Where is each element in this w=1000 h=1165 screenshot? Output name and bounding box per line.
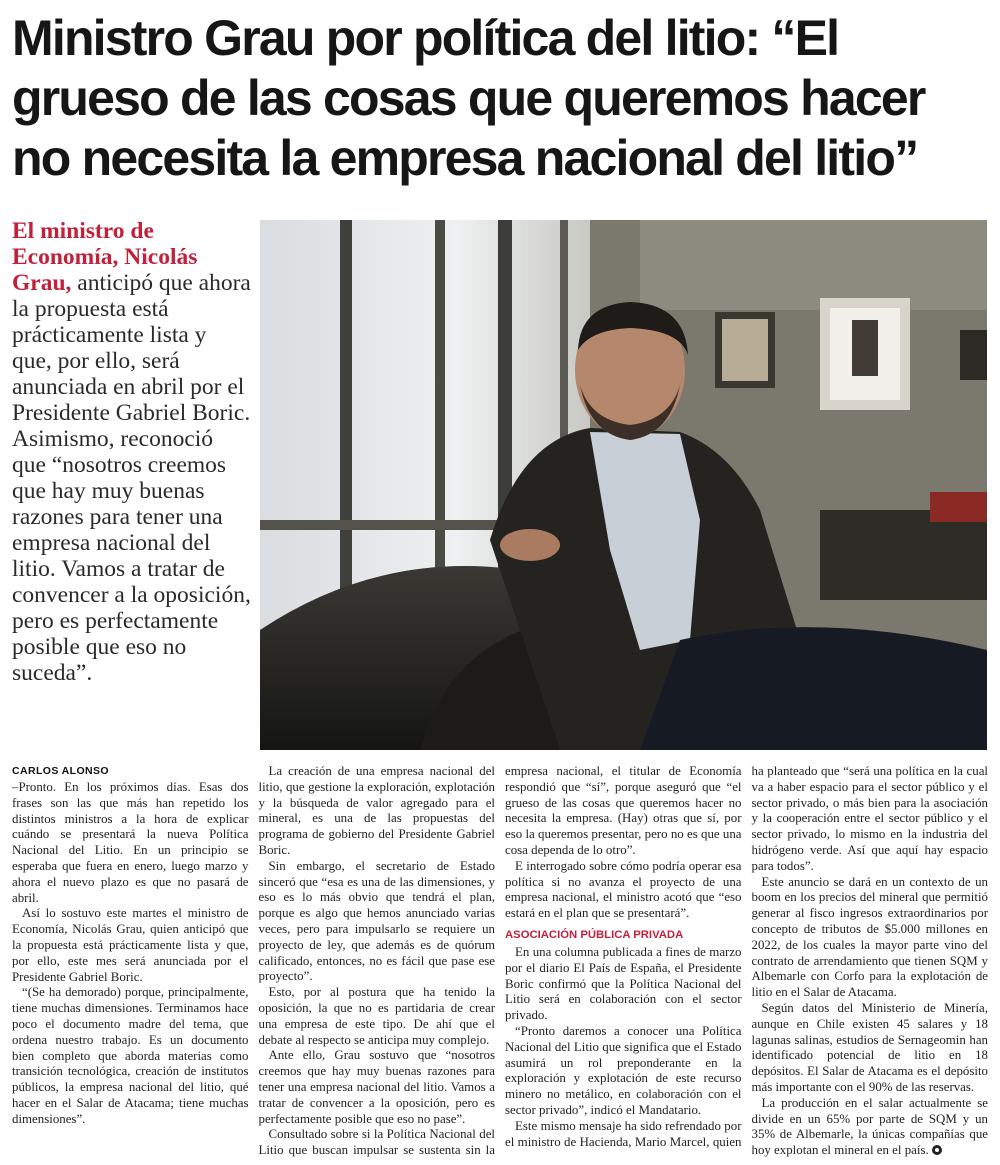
final-paragraph-text: La producción en el salar actualmente se divide en un 65% por parte de SQM y un 35% de Albemarle, la únicas compañías que hoy explotan el mineral en el país.: [751, 1095, 988, 1158]
lead-highlight: El ministro de Economía, Nicolás Grau,: [12, 218, 198, 296]
body-paragraph: Este anuncio se dará en un contexto de un boom en los precios del mineral que permitió generar al fisco ingresos extraordinarios por concepto de tributos de $5.000 millones en 2022, de los cuales la mayor parte vino del contrato de arrendamiento que tienen SQM y Albemarle con Corfo para la explotación de litio en el Salar de Atacama.: [751, 874, 988, 1000]
body-paragraph: E interrogado sobre cómo podría operar esa política si no avanza el proyecto de una empresa nacional, el ministro acotó que “eso estará en el plan que se presentará”.: [505, 858, 742, 921]
body-paragraph: Este mismo mensaje ha sido refrendado por el ministro de Hacienda, Mario Marcel, quien ha planteado que “será una política en la cual va a haber espacio para el sector público y el sector privado, o más bien para la asociación y la cooperación entre el sector público y el sector privado, lo mismo en la industria del hidrógeno verde. Así que aquí hay espacio para todos”.: [505, 764, 988, 1149]
lead-paragraph: [12, 218, 252, 686]
headline: Ministro Grau por política del litio: “El grueso de las cosas que queremos hacer no necesita la empresa nacional del litio”: [12, 10, 925, 186]
article-body: [12, 764, 988, 1159]
body-paragraph: Sin embargo, el secretario de Estado sinceró que “esa es una de las dimensiones, y eso es lo más obvio que tendrá el plan, porque es algo que hemos anunciado varias veces, pero para impulsarlo se requiere un proyecto de ley, que además es de quórum calificado, entonces, no es fácil que pase ese proyecto”.: [258, 858, 495, 984]
section-subhead: ASOCIACIÓN PÚBLICA PRIVADA: [505, 928, 684, 941]
body-paragraph-last: [752, 1096, 989, 1159]
body-paragraph: “(Se ha demorado) porque, principalmente, tiene muchas dimensiones. Terminamos hace poco el documento madre del tema, que ordena nuestro trabajo. Es un documento bien completo que aborda materias como transición tecnológica, creación de institutos públicos, la empresa nacional del litio, qué hacer en el Salar de Atacama; tiene muchas dimensiones”.: [12, 985, 249, 1126]
article-photo: [260, 220, 987, 750]
body-paragraph: La creación de una empresa nacional del litio, que gestione la exploración, explotación y la búsqueda de valor agregado para el mineral, es una de las propuestas del programa de gobierno del Presidente Gabriel Boric.: [258, 764, 495, 857]
body-paragraph: Esto, por al postura que ha tenido la oposición, la que no es partidaria de crear una empresa de este tipo. De ahí que el debate al respecto se anticipa muy complejo.: [258, 985, 495, 1047]
body-paragraph: Así lo sostuvo este martes el ministro de Economía, Nicolás Grau, quien anticipó que la propuesta está prácticamente lista y que, por ello, este mes será anunciada por el Presidente Gabriel Boric.: [12, 906, 249, 984]
body-paragraph: En una columna publicada a fines de marzo por el diario El País de España, el Presidente Boric confirmó que la Política Nacional del Litio será en colaboración con el sector privado.: [505, 944, 742, 1023]
body-paragraph: “Pronto daremos a conocer una Política Nacional del Litio que significa que el Estado asumirá un rol preponderante en la exploración y explotación de este recurso minero no metálico, en colaboración con el sector privado”, indicó el Mandatario.: [505, 1023, 742, 1117]
lead-text: anticipó que ahora la propuesta está prácticamente lista y que, por ello, será anunciada en abril por el Presidente Gabriel Boric. Asimismo, reconoció que “nosotros creemos que hay muy buenas razones para tener una empresa nacional del litio. Vamos a tratar de convencer a la oposición, pero es perfectamente posible que eso no suceda”.: [12, 270, 251, 686]
end-of-article-icon: [932, 1145, 942, 1155]
byline: CARLOS ALONSO: [12, 765, 109, 777]
body-paragraph: Ante ello, Grau sostuvo que “nosotros creemos que hay muy buenas razones para tener una empresa nacional del litio. Vamos a tratar de convencer a la oposición, pero es perfectamente posible que eso no pase”.: [258, 1048, 495, 1126]
body-paragraph: Consultado sobre si la Política Nacional del Litio que buscan impulsar se sustenta sin la empresa nacional, el titular de Economía respondió que “sí”, porque aseguró que “el grueso de las cosas que queremos hacer no necesita la empresa. (Hay) otras que sí, por eso la queremos presentar, pero no es que una cosa dependa de lo otro”.: [258, 764, 742, 1158]
body-paragraph: –Pronto. En los próximos días. Esas dos frases son las que más han repetido los distintos ministros a la hora de explicar cuándo se presentará la nueva Política Nacional del Litio. En un principio se esperaba que fuera en enero, luego marzo y ahora el nuevo plazo es que no pasará de abril.: [12, 780, 249, 905]
body-paragraph: Según datos del Ministerio de Minería, aunque en Chile existen 45 salares y 18 lagunas salinas, estudios de Sernageomin han identificado potencial de litio en 18 depósitos. El Salar de Atacama es el depósito más importante con el 90% de las reservas.: [751, 1000, 988, 1094]
